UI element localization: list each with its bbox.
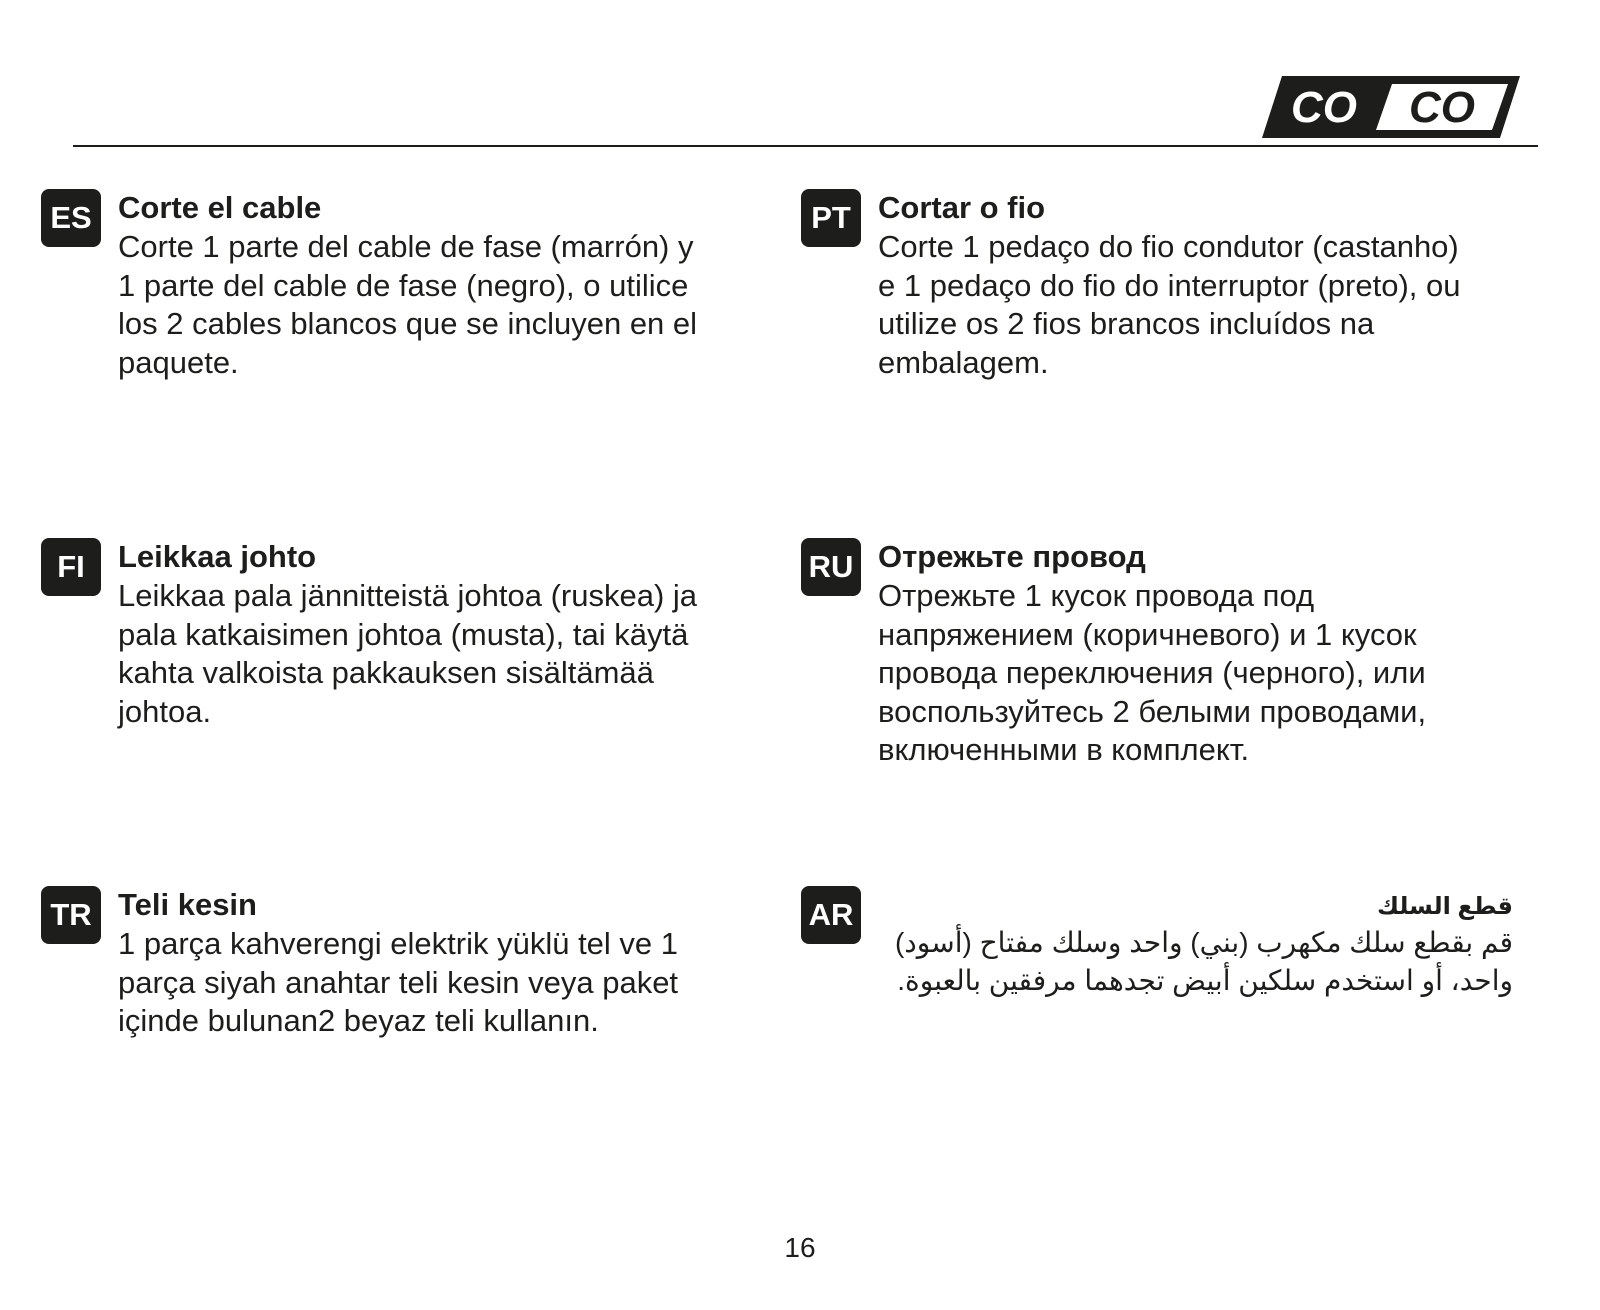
- section-title: Leikkaa johto: [118, 539, 317, 574]
- section-body: 1 parça kahverengi elektrik yüklü tel ve 1 parça siyah anahtar teli kesin veya paket içinde bulunan2 beyaz teli kullanın.: [118, 926, 679, 1038]
- section-title: قطع السلك: [1377, 893, 1513, 920]
- section-body: قم بقطع سلك مكهرب (بني) واحد وسلك مفتاح (أسود) واحد، أو استخدم سلكين أبيض تجدهما مرفقين بالعبوة.: [894, 927, 1513, 996]
- section-title: Teli kesin: [118, 887, 257, 922]
- language-badge: ES: [41, 189, 101, 247]
- svg-text:CO: CO: [1409, 83, 1475, 132]
- header-rule: [73, 145, 1538, 147]
- section-title: Отрежьте провод: [878, 539, 1146, 574]
- section-body: Corte 1 parte del cable de fase (marrón) y 1 parte del cable de fase (negro), o utilice los 2 cables blancos que se incluyen en el paquete.: [118, 229, 698, 380]
- section-body: Corte 1 pedaço do fio condutor (castanho) e 1 pedaço do fio do interruptor (preto), ou utilize os 2 fios brancos incluídos na embalagem.: [878, 229, 1461, 380]
- language-badge: TR: [41, 886, 101, 944]
- language-badge: PT: [801, 189, 861, 247]
- language-badge: FI: [41, 538, 101, 596]
- brand-logo: [1262, 74, 1522, 140]
- language-badge: AR: [801, 886, 861, 944]
- page-number: 16: [784, 1232, 816, 1263]
- svg-text:CO: CO: [1291, 83, 1357, 132]
- section-body: Leikkaa pala jännitteistä johtoa (ruskea) ja pala katkaisimen johtoa (musta), tai käytä kahta valkoista pakkauksen sisältämää johtoa.: [118, 578, 698, 729]
- section-title: Corte el cable: [118, 190, 322, 225]
- language-badge: RU: [801, 538, 861, 596]
- section-body: Отрежьте 1 кусок провода под напряжением (коричневого) и 1 кусок провода переключения (черного), или воспользуйтесь 2 белыми проводами, включенными в комплект.: [878, 578, 1427, 767]
- coco-logo-graphic: [1262, 74, 1522, 140]
- section-title: Cortar o fio: [878, 190, 1046, 225]
